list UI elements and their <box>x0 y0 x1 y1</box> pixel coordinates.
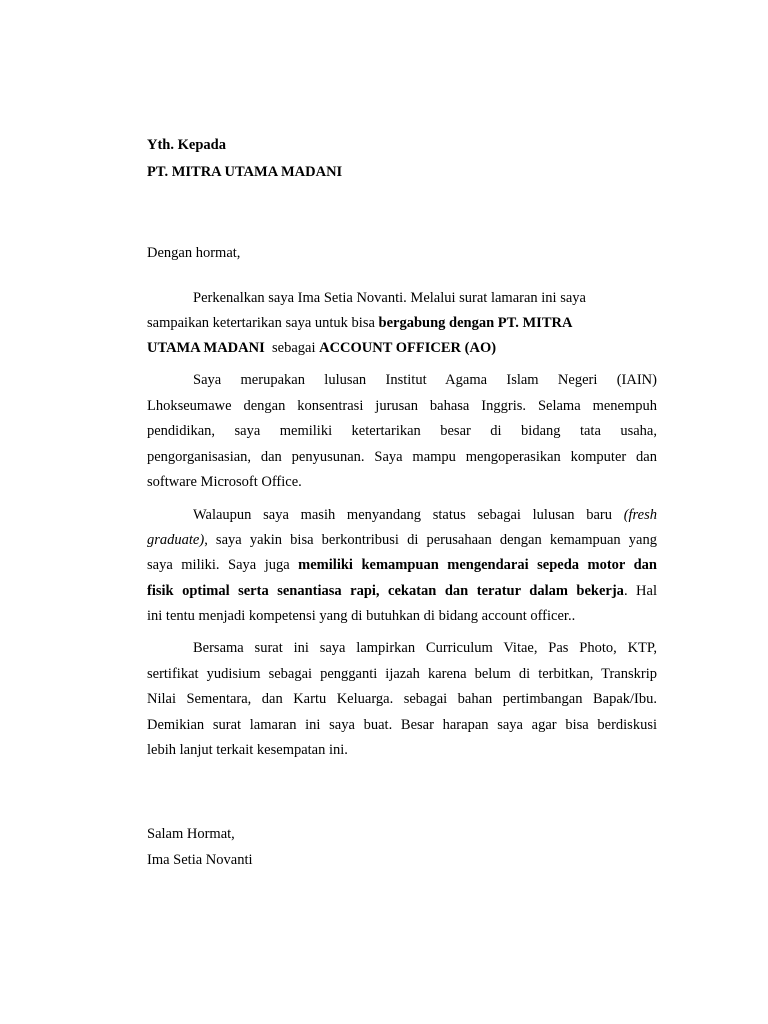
p1-line3-company: UTAMA MADANI <box>147 340 265 356</box>
p2-line3: pendidikan, saya memiliki ketertarikan besar di bidang tata usaha, <box>147 423 657 439</box>
recipient-salutation: Yth. Kepada <box>147 137 226 153</box>
p3-line2-text: , saya yakin bisa berkontribusi di perusahaan dengan kemampuan yang <box>204 532 657 548</box>
p3-line1-text: Walaupun saya masih menyandang status sebagai lulusan baru <box>193 507 624 523</box>
p4-line3: Nilai Sementara, dan Kartu Keluarga. sebagai bahan pertimbangan Bapak/Ibu. <box>147 691 657 707</box>
p3-line4 <box>147 583 657 600</box>
p1-line3-position: ACCOUNT OFFICER (AO) <box>319 340 497 356</box>
p1-line1: Perkenalkan saya Ima Setia Novanti. Melalui surat lamaran ini saya <box>193 290 586 306</box>
p4-line5: lebih lanjut terkait kesempatan ini. <box>147 742 348 758</box>
p3-line5: ini tentu menjadi kompetensi yang di butuhkan di bidang account officer.. <box>147 608 576 624</box>
p2-line5: software Microsoft Office. <box>147 474 302 490</box>
p3-line4-text: . Hal <box>623 583 657 599</box>
p1-line3 <box>147 340 657 357</box>
p3-line2-italic: graduate) <box>147 532 205 548</box>
p3-line1 <box>147 507 657 524</box>
p3-line3 <box>147 557 657 574</box>
p3-line4-bold: fisik optimal serta senantiasa rapi, cekatan dan teratur dalam bekerja <box>147 583 624 599</box>
greeting: Dengan hormat, <box>147 245 241 261</box>
p1-line2-text: sampaikan ketertarikan saya untuk bisa <box>147 315 379 331</box>
p4-line4: Demikian surat lamaran ini saya buat. Besar harapan saya agar bisa berdiskusi <box>147 717 657 733</box>
p3-line3-text: saya miliki. Saya juga <box>147 557 299 573</box>
p3-line3-bold: memiliki kemampuan mengendarai sepeda motor dan <box>298 557 657 573</box>
p4-line2: sertifikat yudisium sebagai pengganti ijazah karena belum di terbitkan, Transkrip <box>147 666 657 682</box>
p3-line2 <box>147 532 657 549</box>
p4-line1: Bersama surat ini saya lampirkan Curriculum Vitae, Pas Photo, KTP, <box>193 640 657 656</box>
recipient-company: PT. MITRA UTAMA MADANI <box>147 164 343 180</box>
signer-name: Ima Setia Novanti <box>147 852 253 868</box>
p1-line3-text: sebagai <box>264 340 320 356</box>
p2-line4: pengorganisasian, dan penyusunan. Saya mampu mengoperasikan komputer dan <box>147 449 657 465</box>
p3-line1-italic: (fresh <box>623 507 657 523</box>
p2-line1: Saya merupakan lulusan Institut Agama Islam Negeri (IAIN) <box>193 372 657 388</box>
p2-line2: Lhokseumawe dengan konsentrasi jurusan bahasa Inggris. Selama menempuh <box>147 398 657 414</box>
p1-line2-bold: bergabung dengan PT. MITRA <box>378 315 573 331</box>
closing-salam: Salam Hormat, <box>147 826 235 842</box>
p1-line2 <box>147 315 657 332</box>
